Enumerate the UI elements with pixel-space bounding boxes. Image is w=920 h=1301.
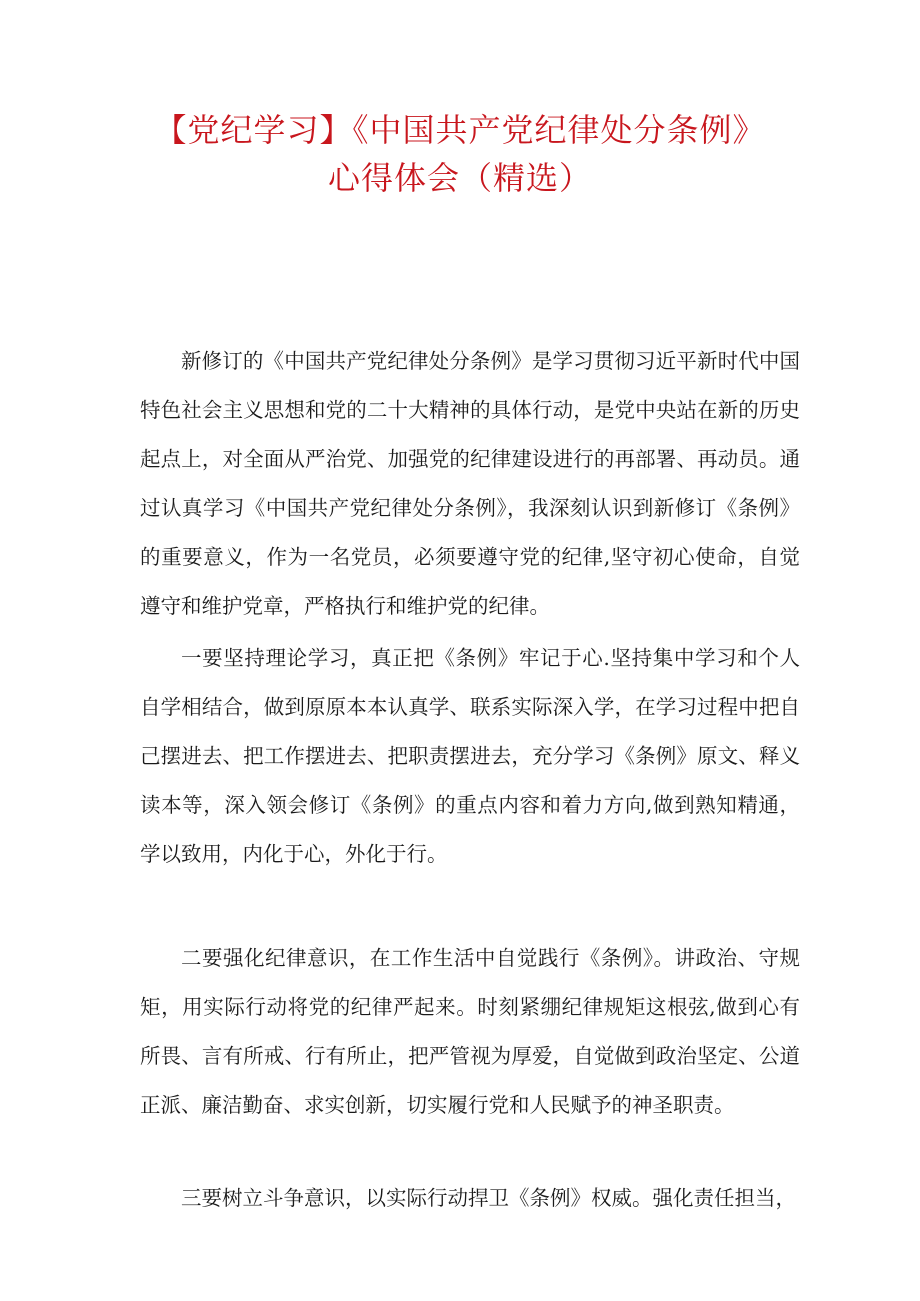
document-title-line-1: 【党纪学习】《中国共产党纪律处分条例》 xyxy=(154,111,766,149)
paragraph-point-2: 二要强化纪律意识，在工作生活中自觉践行《条例》。讲政治、守规矩，用实际行动将党的纪律严起来。时刻紧绷纪律规矩这根弦,做到心有所畏、言有所戒、行有所止，把严管视为厚爱，自觉做到政治坚定、公道正派、廉洁勤奋、求实创新，切实履行党和人民赋予的神圣职责。 xyxy=(140,945,800,1117)
paragraph-intro: 新修订的《中国共产党纪律处分条例》是学习贯彻习近平新时代中国特色社会主义思想和党的二十大精神的具体行动，是党中央站在新的历史起点上，对全面从严治党、加强党的纪律建设进行的再部署、再动员。通过认真学习《中国共产党纪律处分条例》，我深刻认识到新修订《条例》的重要意义，作为一名党员，必须要遵守党的纪律,坚守初心使命，自觉遵守和维护党章，严格执行和维护党的纪律。 xyxy=(140,348,800,618)
paragraph-point-3: 三要树立斗争意识，以实际行动捍卫《条例》权威。强化责任担当， xyxy=(181,1185,796,1210)
paragraph-point-1: 一要坚持理论学习，真正把《条例》牢记于心.坚持集中学习和个人自学相结合，做到原原本本认真学、联系实际深入学，在学习过程中把自己摆进去、把工作摆进去、把职责摆进去，充分学习《条例》原文、释义读本等，深入领会修订《条例》的重点内容和着力方向,做到熟知精通，学以致用，内化于心，外化于行。 xyxy=(140,645,800,866)
document-title-line-2: 心得体会（精选） xyxy=(327,159,592,197)
